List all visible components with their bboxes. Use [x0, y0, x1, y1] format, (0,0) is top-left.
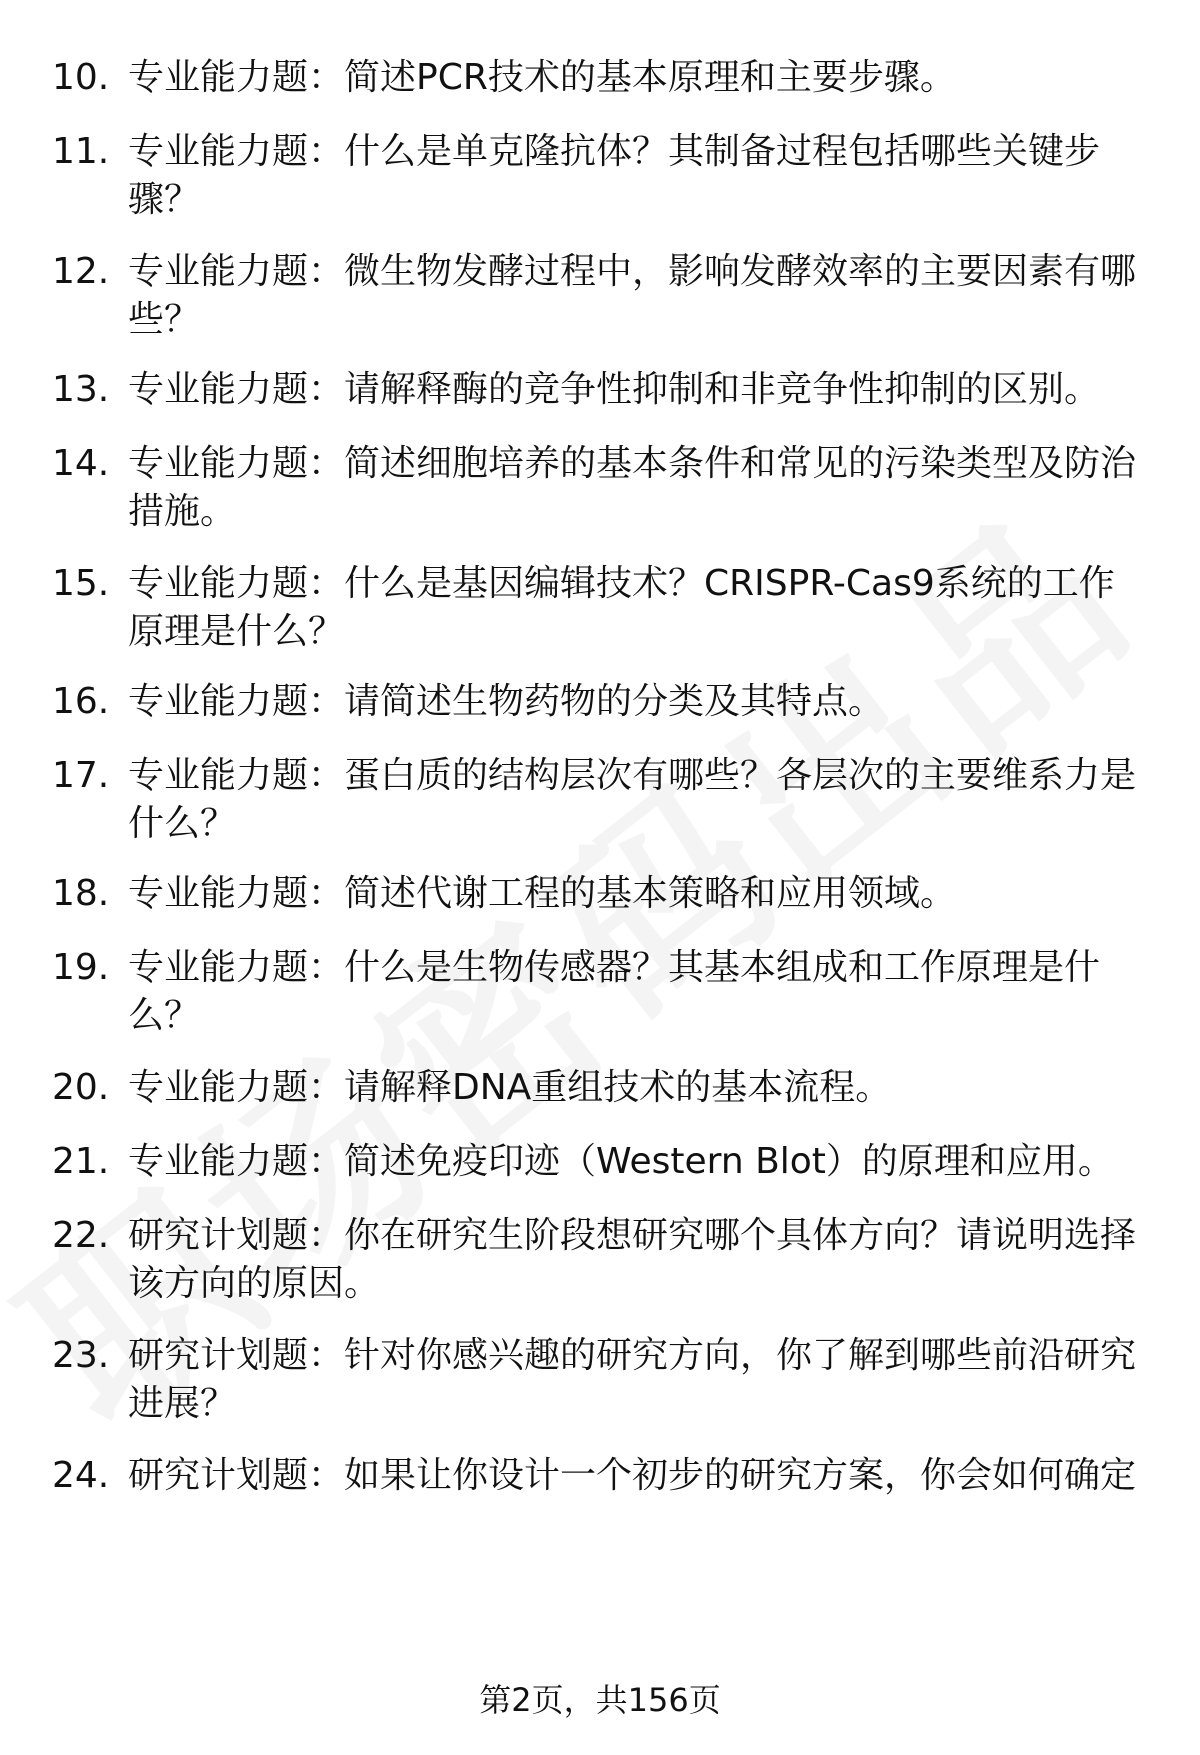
item-text: 专业能力题：什么是单克隆抗体？其制备过程包括哪些关键步骤？ [128, 131, 1101, 220]
item-number: 19. [52, 947, 110, 988]
item-text: 专业能力题：什么是生物传感器？其基本组成和工作原理是什么？ [128, 947, 1101, 1036]
item-number: 12. [52, 251, 110, 292]
item-text: 专业能力题：简述免疫印迹（Western Blot）的原理和应用。 [128, 1141, 1114, 1182]
item-text: 专业能力题：简述细胞培养的基本条件和常见的污染类型及防治措施。 [128, 443, 1137, 532]
item-text: 研究计划题：你在研究生阶段想研究哪个具体方向？请说明选择该方向的原因。 [128, 1215, 1137, 1304]
item-text: 专业能力题：微生物发酵过程中，影响发酵效率的主要因素有哪些？ [128, 251, 1137, 340]
item-number: 16. [52, 681, 110, 722]
item-number: 10. [52, 57, 110, 98]
item-text: 专业能力题：什么是基因编辑技术？CRISPR-Cas9系统的工作原理是什么？ [128, 563, 1115, 652]
item-text: 专业能力题：请简述生物药物的分类及其特点。 [128, 681, 885, 722]
page-footer: 第2页，共156页 [479, 1681, 721, 1719]
item-number: 24. [52, 1455, 110, 1496]
item-number: 22. [52, 1215, 110, 1256]
item-number: 21. [52, 1141, 110, 1182]
item-number: 23. [52, 1335, 110, 1376]
item-text: 研究计划题：针对你感兴趣的研究方向，你了解到哪些前沿研究进展？ [128, 1335, 1137, 1424]
item-number: 11. [52, 131, 110, 172]
item-number: 14. [52, 443, 110, 484]
item-text: 专业能力题：简述代谢工程的基本策略和应用领域。 [128, 873, 957, 914]
item-number: 13. [52, 369, 110, 410]
item-number: 20. [52, 1067, 110, 1108]
item-text: 专业能力题：请解释DNA重组技术的基本流程。 [128, 1067, 892, 1108]
item-number: 15. [52, 563, 110, 604]
item-text: 专业能力题：请解释酶的竞争性抑制和非竞争性抑制的区别。 [128, 369, 1101, 410]
item-number: 17. [52, 755, 110, 796]
item-number: 18. [52, 873, 110, 914]
item-text: 研究计划题：如果让你设计一个初步的研究方案，你会如何确定 [128, 1455, 1137, 1496]
item-text: 专业能力题：蛋白质的结构层次有哪些？各层次的主要维系力是什么？ [128, 755, 1137, 844]
item-text: 专业能力题：简述PCR技术的基本原理和主要步骤。 [128, 57, 956, 98]
